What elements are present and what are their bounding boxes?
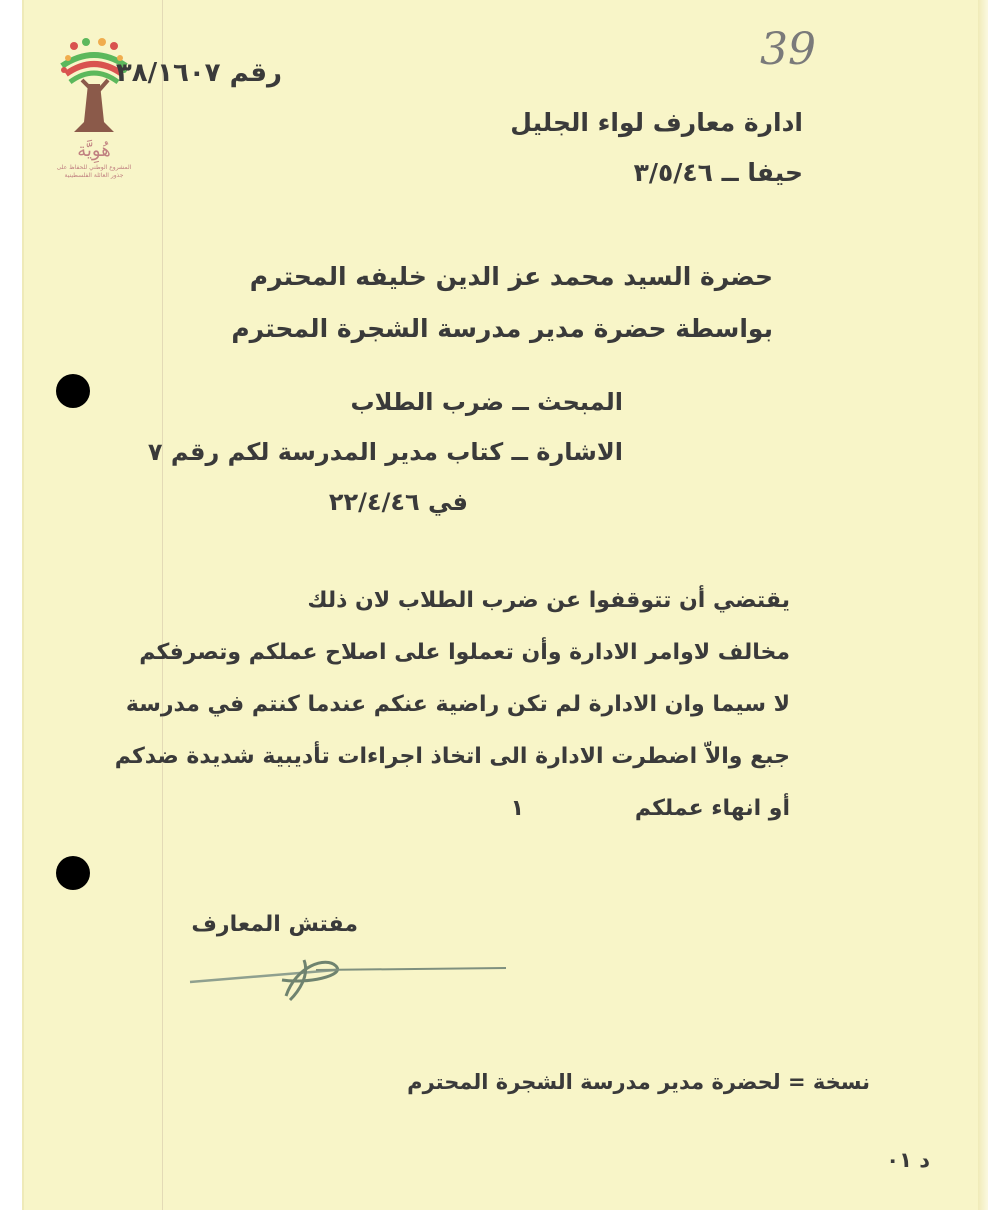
recipient-via: بواسطة حضرة مدير مدرسة الشجرة المحترم	[231, 314, 773, 343]
copy-to-line: نسخة = لحضرة مدير مدرسة الشجرة المحترم	[407, 1070, 870, 1094]
body-line-2: مخالف لاوامر الادارة وأن تعملوا على اصلاح عملكم وتصرفكم	[139, 640, 790, 665]
footer-code: د ٠١	[886, 1148, 930, 1172]
body-line-3: لا سيما وان الادارة لم تكن راضية عنكم عندما كنتم في مدرسة	[125, 692, 790, 717]
body-line-4: جبع والاّ اضطرت الادارة الى اتخاذ اجراءات تأديبية شديدة ضدكم	[114, 744, 790, 769]
subject-topic: المبحث ــ ضرب الطلاب	[350, 388, 623, 416]
punch-hole-bottom	[56, 856, 90, 890]
body-line-5-mark: ١	[510, 796, 524, 821]
margin-line	[162, 0, 163, 1210]
handwritten-signature	[186, 936, 516, 1006]
subject-reference-date: في ٢٢/٤/٤٦	[328, 488, 468, 516]
reference-number: رقم ٣٨/١٦٠٧	[115, 58, 282, 88]
handwritten-page-number: 39	[760, 24, 816, 75]
body-line-1: يقتضي أن تتوقفوا عن ضرب الطلاب لان ذلك	[307, 588, 790, 613]
body-line-5: أو انهاء عملكم	[634, 796, 790, 821]
recipient-name: حضرة السيد محمد عز الدين خليفه المحترم	[249, 262, 773, 291]
place-date: حيفا ــ ٣/٥/٤٦	[633, 158, 803, 187]
punch-hole-top	[56, 374, 90, 408]
paper-edge	[978, 0, 988, 1210]
signature-title: مفتش المعارف	[191, 912, 358, 937]
subject-reference: الاشارة ــ كتاب مدير المدرسة لكم رقم ٧	[147, 438, 623, 466]
logo-caption: المشروع الوطني للحفاظ على جذور العائلة الفلسطينية	[56, 164, 132, 179]
office-name: ادارة معارف لواء الجليل	[510, 108, 803, 137]
logo-wordmark: هُوِيَّة	[77, 140, 111, 161]
